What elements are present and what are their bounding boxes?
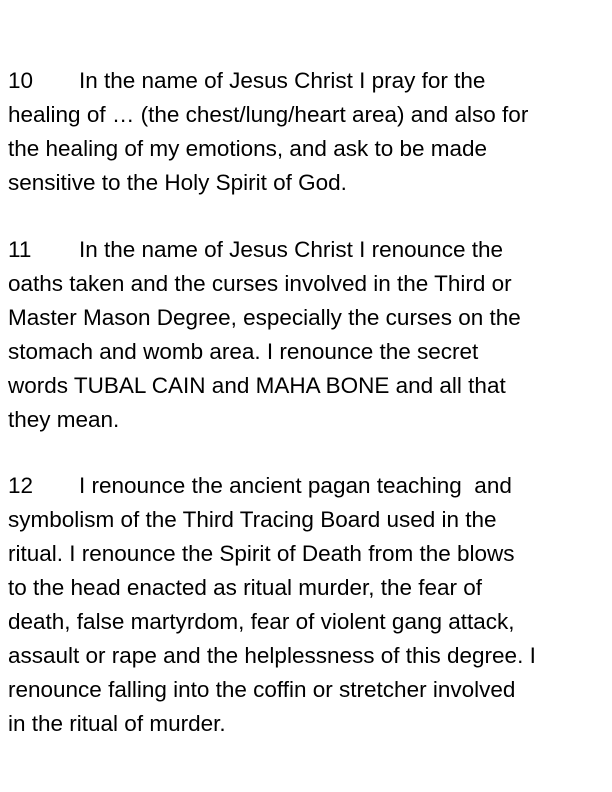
- paragraph-first-line: [8, 233, 608, 267]
- paragraph-line: to the head enacted as ritual murder, the fear of: [8, 575, 483, 600]
- paragraph-line: assault or rape and the helplessness of this degree. I: [8, 643, 536, 668]
- paragraph-line: in the ritual of murder.: [8, 711, 226, 736]
- paragraph-12: [8, 469, 608, 741]
- paragraph-line: they mean.: [8, 407, 120, 432]
- paragraph-line: renounce falling into the coffin or stretcher involved: [8, 677, 516, 702]
- paragraph-line: healing of … (the chest/lung/heart area) and also for: [8, 102, 529, 127]
- paragraph-line: I renounce the ancient pagan teaching and: [79, 473, 512, 498]
- paragraph-line: stomach and womb area. I renounce the secret: [8, 339, 479, 364]
- paragraph-line: Master Mason Degree, especially the curses on the: [8, 305, 521, 330]
- paragraph-line: In the name of Jesus Christ I renounce the: [79, 237, 503, 262]
- paragraph-11: [8, 233, 608, 437]
- paragraph-number: 10: [8, 68, 34, 93]
- paragraph-number: 12: [8, 473, 34, 498]
- paragraph-line: In the name of Jesus Christ I pray for the: [79, 68, 486, 93]
- paragraph-line: the healing of my emotions, and ask to be made: [8, 136, 488, 161]
- paragraph-first-line: [8, 469, 608, 503]
- paragraph-10: [8, 64, 608, 200]
- paragraph-number: 11: [8, 237, 32, 262]
- paragraph-line: words TUBAL CAIN and MAHA BONE and all that: [8, 373, 506, 398]
- paragraph-line: death, false martyrdom, fear of violent gang attack,: [8, 609, 515, 634]
- paragraph-line: symbolism of the Third Tracing Board used in the: [8, 507, 497, 532]
- paragraph-first-line: [8, 64, 608, 98]
- paragraph-line: ritual. I renounce the Spirit of Death from the blows: [8, 541, 515, 566]
- paragraph-line: oaths taken and the curses involved in the Third or: [8, 271, 512, 296]
- paragraph-line: sensitive to the Holy Spirit of God.: [8, 170, 347, 195]
